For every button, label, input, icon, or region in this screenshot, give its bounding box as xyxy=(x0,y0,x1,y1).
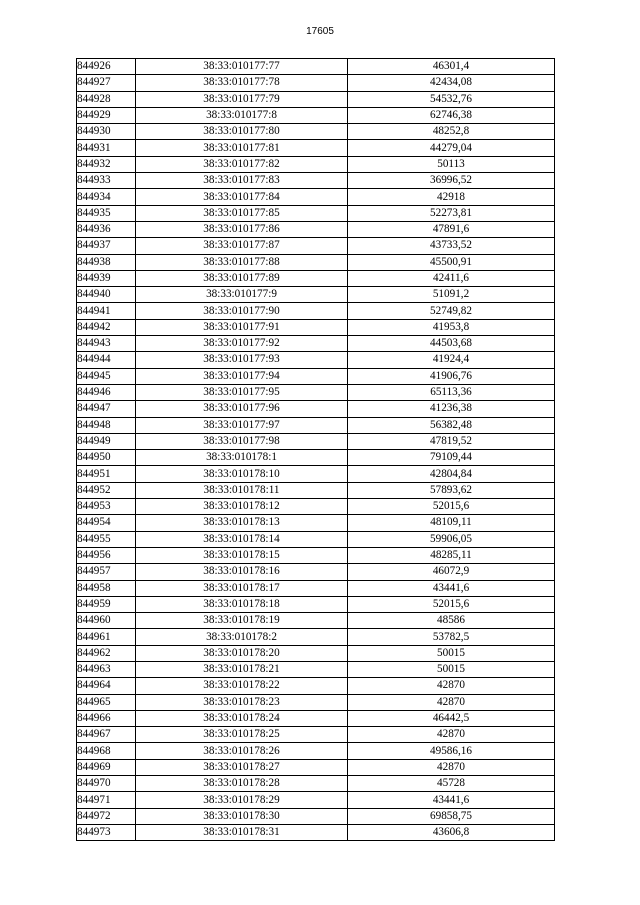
value-cell: 44503,68 xyxy=(348,336,555,352)
cadastral-number-cell: 38:33:010177:88 xyxy=(136,254,348,270)
row-id-cell: 844962 xyxy=(77,645,136,661)
cadastral-number-cell: 38:33:010177:77 xyxy=(136,59,348,75)
row-id-cell: 844930 xyxy=(77,124,136,140)
table-row xyxy=(77,254,555,270)
value-cell: 36996,52 xyxy=(348,173,555,189)
row-id-cell: 844948 xyxy=(77,417,136,433)
value-cell: 42870 xyxy=(348,678,555,694)
row-id-cell: 844949 xyxy=(77,433,136,449)
table-row xyxy=(77,270,555,286)
value-cell: 47891,6 xyxy=(348,221,555,237)
table-row xyxy=(77,824,555,840)
table-row xyxy=(77,205,555,221)
cadastral-number-cell: 38:33:010178:16 xyxy=(136,564,348,580)
value-cell: 41924,4 xyxy=(348,352,555,368)
row-id-cell: 844967 xyxy=(77,727,136,743)
cadastral-number-cell: 38:33:010178:15 xyxy=(136,547,348,563)
cadastral-number-cell: 38:33:010178:13 xyxy=(136,515,348,531)
table-row xyxy=(77,450,555,466)
row-id-cell: 844965 xyxy=(77,694,136,710)
cadastral-number-cell: 38:33:010177:83 xyxy=(136,173,348,189)
table-row xyxy=(77,107,555,123)
cadastral-number-cell: 38:33:010178:23 xyxy=(136,694,348,710)
row-id-cell: 844927 xyxy=(77,75,136,91)
row-id-cell: 844926 xyxy=(77,59,136,75)
cadastral-number-cell: 38:33:010178:30 xyxy=(136,808,348,824)
cadastral-number-cell: 38:33:010178:24 xyxy=(136,710,348,726)
row-id-cell: 844972 xyxy=(77,808,136,824)
table-row xyxy=(77,547,555,563)
table-row xyxy=(77,661,555,677)
table-row xyxy=(77,629,555,645)
cadastral-number-cell: 38:33:010178:27 xyxy=(136,759,348,775)
table-row xyxy=(77,743,555,759)
cadastral-number-cell: 38:33:010177:96 xyxy=(136,401,348,417)
table-row xyxy=(77,336,555,352)
row-id-cell: 844942 xyxy=(77,319,136,335)
cadastral-number-cell: 38:33:010178:2 xyxy=(136,629,348,645)
value-cell: 51091,2 xyxy=(348,287,555,303)
value-cell: 42804,84 xyxy=(348,466,555,482)
cadastral-number-cell: 38:33:010178:22 xyxy=(136,678,348,694)
value-cell: 43441,6 xyxy=(348,580,555,596)
cadastral-number-cell: 38:33:010178:29 xyxy=(136,792,348,808)
cadastral-number-cell: 38:33:010177:89 xyxy=(136,270,348,286)
cadastral-number-cell: 38:33:010177:8 xyxy=(136,107,348,123)
table-row xyxy=(77,91,555,107)
cadastral-number-cell: 38:33:010177:86 xyxy=(136,221,348,237)
cadastral-number-cell: 38:33:010178:21 xyxy=(136,661,348,677)
row-id-cell: 844969 xyxy=(77,759,136,775)
value-cell: 46301,4 xyxy=(348,59,555,75)
row-id-cell: 844931 xyxy=(77,140,136,156)
value-cell: 52273,81 xyxy=(348,205,555,221)
table-row xyxy=(77,759,555,775)
value-cell: 46072,9 xyxy=(348,564,555,580)
table-row xyxy=(77,401,555,417)
cadastral-number-cell: 38:33:010178:25 xyxy=(136,727,348,743)
table-row xyxy=(77,564,555,580)
table-row xyxy=(77,384,555,400)
value-cell: 69858,75 xyxy=(348,808,555,824)
row-id-cell: 844937 xyxy=(77,238,136,254)
row-id-cell: 844970 xyxy=(77,776,136,792)
row-id-cell: 844954 xyxy=(77,515,136,531)
table-row xyxy=(77,368,555,384)
value-cell: 48109,11 xyxy=(348,515,555,531)
table-row xyxy=(77,580,555,596)
value-cell: 42870 xyxy=(348,759,555,775)
row-id-cell: 844939 xyxy=(77,270,136,286)
row-id-cell: 844953 xyxy=(77,499,136,515)
cadastral-number-cell: 38:33:010177:92 xyxy=(136,336,348,352)
table-row xyxy=(77,678,555,694)
cadastral-number-cell: 38:33:010177:84 xyxy=(136,189,348,205)
table-row xyxy=(77,710,555,726)
value-cell: 41906,76 xyxy=(348,368,555,384)
value-cell: 42870 xyxy=(348,727,555,743)
value-cell: 62746,38 xyxy=(348,107,555,123)
row-id-cell: 844929 xyxy=(77,107,136,123)
table-row xyxy=(77,156,555,172)
value-cell: 45728 xyxy=(348,776,555,792)
row-id-cell: 844946 xyxy=(77,384,136,400)
value-cell: 42411,6 xyxy=(348,270,555,286)
table-body xyxy=(77,59,555,841)
value-cell: 53782,5 xyxy=(348,629,555,645)
value-cell: 43606,8 xyxy=(348,824,555,840)
table-row xyxy=(77,124,555,140)
row-id-cell: 844966 xyxy=(77,710,136,726)
table-row xyxy=(77,776,555,792)
row-id-cell: 844944 xyxy=(77,352,136,368)
value-cell: 42918 xyxy=(348,189,555,205)
row-id-cell: 844938 xyxy=(77,254,136,270)
row-id-cell: 844940 xyxy=(77,287,136,303)
value-cell: 47819,52 xyxy=(348,433,555,449)
value-cell: 52015,6 xyxy=(348,499,555,515)
value-cell: 57893,62 xyxy=(348,482,555,498)
cadastral-number-cell: 38:33:010178:19 xyxy=(136,613,348,629)
row-id-cell: 844960 xyxy=(77,613,136,629)
table-row xyxy=(77,433,555,449)
table-row xyxy=(77,173,555,189)
table-row xyxy=(77,238,555,254)
value-cell: 42870 xyxy=(348,694,555,710)
row-id-cell: 844950 xyxy=(77,450,136,466)
cadastral-number-cell: 38:33:010177:98 xyxy=(136,433,348,449)
row-id-cell: 844935 xyxy=(77,205,136,221)
cadastral-number-cell: 38:33:010178:17 xyxy=(136,580,348,596)
row-id-cell: 844959 xyxy=(77,596,136,612)
cadastral-number-cell: 38:33:010177:85 xyxy=(136,205,348,221)
table-row xyxy=(77,287,555,303)
row-id-cell: 844957 xyxy=(77,564,136,580)
row-id-cell: 844928 xyxy=(77,91,136,107)
cadastral-number-cell: 38:33:010178:11 xyxy=(136,482,348,498)
table-row xyxy=(77,319,555,335)
table-row xyxy=(77,466,555,482)
row-id-cell: 844956 xyxy=(77,547,136,563)
table-row xyxy=(77,727,555,743)
row-id-cell: 844934 xyxy=(77,189,136,205)
cadastral-number-cell: 38:33:010178:20 xyxy=(136,645,348,661)
table-row xyxy=(77,499,555,515)
row-id-cell: 844941 xyxy=(77,303,136,319)
row-id-cell: 844947 xyxy=(77,401,136,417)
cadastral-number-cell: 38:33:010177:95 xyxy=(136,384,348,400)
table-row xyxy=(77,352,555,368)
table-row xyxy=(77,303,555,319)
value-cell: 52749,82 xyxy=(348,303,555,319)
value-cell: 42434,08 xyxy=(348,75,555,91)
value-cell: 44279,04 xyxy=(348,140,555,156)
table-row xyxy=(77,596,555,612)
row-id-cell: 844961 xyxy=(77,629,136,645)
row-id-cell: 844933 xyxy=(77,173,136,189)
cadastral-number-cell: 38:33:010178:18 xyxy=(136,596,348,612)
cadastral-number-cell: 38:33:010178:1 xyxy=(136,450,348,466)
value-cell: 46442,5 xyxy=(348,710,555,726)
cadastral-number-cell: 38:33:010177:81 xyxy=(136,140,348,156)
value-cell: 43441,6 xyxy=(348,792,555,808)
value-cell: 79109,44 xyxy=(348,450,555,466)
value-cell: 48285,11 xyxy=(348,547,555,563)
row-id-cell: 844973 xyxy=(77,824,136,840)
cadastral-number-cell: 38:33:010178:28 xyxy=(136,776,348,792)
cadastral-number-cell: 38:33:010177:79 xyxy=(136,91,348,107)
cadastral-number-cell: 38:33:010178:31 xyxy=(136,824,348,840)
table-row xyxy=(77,140,555,156)
table-row xyxy=(77,482,555,498)
table-row xyxy=(77,808,555,824)
cadastral-number-cell: 38:33:010177:82 xyxy=(136,156,348,172)
value-cell: 43733,52 xyxy=(348,238,555,254)
row-id-cell: 844936 xyxy=(77,221,136,237)
cadastral-table xyxy=(76,58,555,841)
cadastral-number-cell: 38:33:010177:9 xyxy=(136,287,348,303)
cadastral-number-cell: 38:33:010177:78 xyxy=(136,75,348,91)
cadastral-number-cell: 38:33:010178:14 xyxy=(136,531,348,547)
table-row xyxy=(77,515,555,531)
value-cell: 48586 xyxy=(348,613,555,629)
value-cell: 49586,16 xyxy=(348,743,555,759)
cadastral-number-cell: 38:33:010177:94 xyxy=(136,368,348,384)
table-row xyxy=(77,59,555,75)
value-cell: 50113 xyxy=(348,156,555,172)
cadastral-number-cell: 38:33:010178:12 xyxy=(136,499,348,515)
value-cell: 48252,8 xyxy=(348,124,555,140)
value-cell: 41953,8 xyxy=(348,319,555,335)
row-id-cell: 844932 xyxy=(77,156,136,172)
row-id-cell: 844964 xyxy=(77,678,136,694)
cadastral-number-cell: 38:33:010177:97 xyxy=(136,417,348,433)
value-cell: 41236,38 xyxy=(348,401,555,417)
table-row xyxy=(77,221,555,237)
row-id-cell: 844952 xyxy=(77,482,136,498)
value-cell: 59906,05 xyxy=(348,531,555,547)
cadastral-number-cell: 38:33:010177:93 xyxy=(136,352,348,368)
table-row xyxy=(77,613,555,629)
page-number: 17605 xyxy=(306,26,334,37)
table-row xyxy=(77,75,555,91)
row-id-cell: 844951 xyxy=(77,466,136,482)
value-cell: 50015 xyxy=(348,661,555,677)
table-row xyxy=(77,531,555,547)
cadastral-number-cell: 38:33:010177:91 xyxy=(136,319,348,335)
row-id-cell: 844968 xyxy=(77,743,136,759)
value-cell: 65113,36 xyxy=(348,384,555,400)
cadastral-number-cell: 38:33:010177:90 xyxy=(136,303,348,319)
row-id-cell: 844958 xyxy=(77,580,136,596)
row-id-cell: 844955 xyxy=(77,531,136,547)
cadastral-number-cell: 38:33:010177:87 xyxy=(136,238,348,254)
cadastral-number-cell: 38:33:010177:80 xyxy=(136,124,348,140)
table-row xyxy=(77,189,555,205)
value-cell: 50015 xyxy=(348,645,555,661)
cadastral-number-cell: 38:33:010178:10 xyxy=(136,466,348,482)
table-row xyxy=(77,645,555,661)
row-id-cell: 844963 xyxy=(77,661,136,677)
row-id-cell: 844971 xyxy=(77,792,136,808)
row-id-cell: 844943 xyxy=(77,336,136,352)
row-id-cell: 844945 xyxy=(77,368,136,384)
value-cell: 45500,91 xyxy=(348,254,555,270)
table-row xyxy=(77,417,555,433)
value-cell: 54532,76 xyxy=(348,91,555,107)
value-cell: 52015,6 xyxy=(348,596,555,612)
value-cell: 56382,48 xyxy=(348,417,555,433)
table-row xyxy=(77,792,555,808)
cadastral-number-cell: 38:33:010178:26 xyxy=(136,743,348,759)
table-row xyxy=(77,694,555,710)
